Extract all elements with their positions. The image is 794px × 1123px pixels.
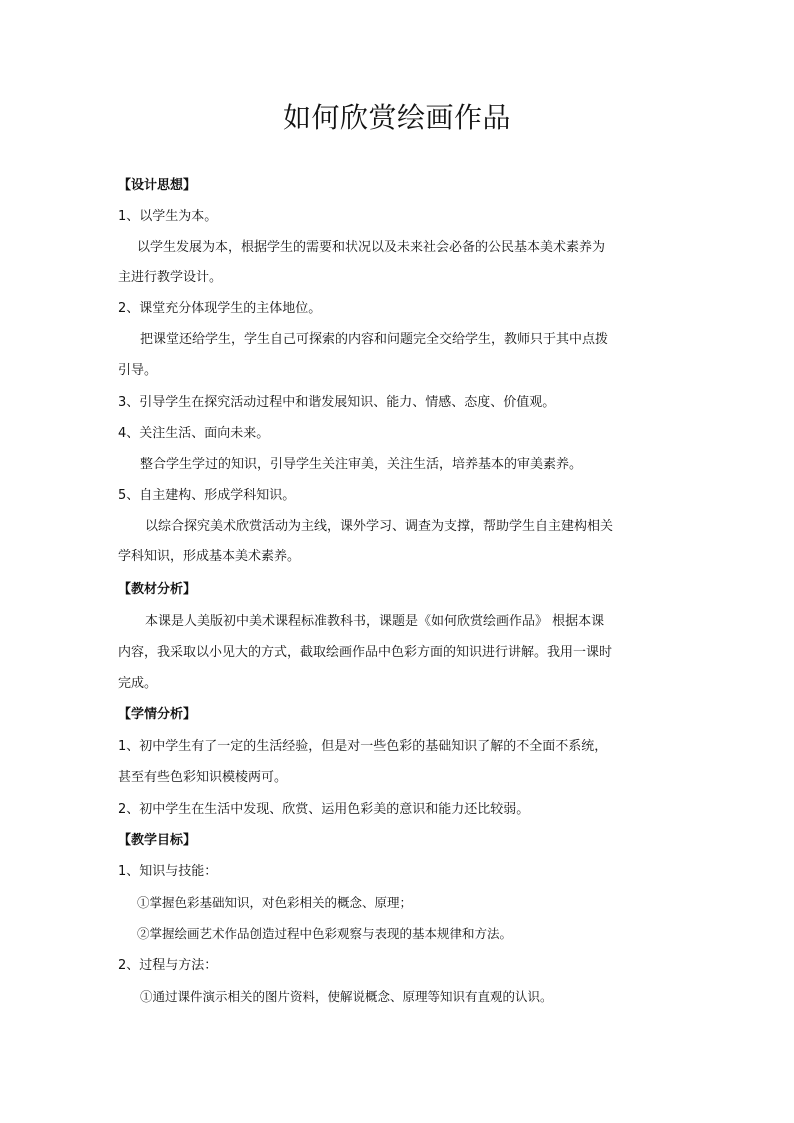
goals-item-2-sub-1: ①通过课件演示相关的图片资料，使解说概念、原理等知识有直观的认识。	[140, 989, 553, 1004]
material-text-a: 本课是人美版初中美术课程标准教科书，课题是《如何欣赏绘画作品》 根据本课	[145, 614, 605, 629]
material-text-b: 内容，我采取以小见大的方式，截取绘画作品中色彩方面的知识进行讲解。我用一课时	[118, 645, 613, 660]
section-heading-design: 【设计思想】	[118, 178, 197, 193]
design-item-4-text: 整合学生学过的知识，引导学生关注审美，关注生活，培养基本的审美素养。	[140, 457, 583, 472]
students-item-1-b: 甚至有些色彩知识模棱两可。	[118, 770, 288, 785]
section-heading-goals: 【教学目标】	[118, 833, 197, 848]
design-item-5-text-b: 学科知识，形成基本美术素养。	[118, 549, 301, 564]
design-item-5: 5、自主建构、形成学科知识。	[118, 488, 296, 503]
students-item-1-a: 1、初中学生有了一定的生活经验，但是对一些色彩的基础知识了解的不全面不系统，	[118, 739, 608, 754]
goals-item-1: 1、知识与技能：	[118, 864, 218, 879]
design-item-2-text-b: 引导。	[118, 363, 158, 378]
page-title: 如何欣赏绘画作品	[282, 101, 511, 134]
section-heading-students: 【学情分析】	[118, 707, 197, 722]
students-item-2: 2、初中学生在生活中发现、欣赏、运用色彩美的意识和能力还比较弱。	[118, 802, 530, 817]
design-item-1-text-a: 以学生发展为本，根据学生的需要和状况以及未来社会必备的公民基本美术素养为	[137, 240, 606, 255]
design-item-2: 2、课堂充分体现学生的主体地位。	[118, 301, 322, 316]
goals-item-1-sub-1: ①掌握色彩基础知识，对色彩相关的概念、原理；	[137, 895, 413, 910]
design-item-1-text-b: 主进行教学设计。	[118, 270, 223, 285]
design-item-5-text-a: 以综合探究美术欣赏活动为主线，课外学习、调查为支撑，帮助学生自主建构相关	[145, 519, 614, 534]
design-item-2-text-a: 把课堂还给学生，学生自己可探索的内容和问题完全交给学生，教师只于其中点拨	[140, 332, 609, 347]
design-item-3: 3、引导学生在探究活动过程中和谐发展知识、能力、情感、态度、价值观。	[118, 395, 556, 410]
design-item-1: 1、以学生为本。	[118, 209, 218, 224]
section-heading-material: 【教材分析】	[118, 582, 197, 597]
design-item-4: 4、关注生活、面向未来。	[118, 426, 270, 441]
material-text-c: 完成。	[118, 676, 158, 691]
goals-item-2: 2、过程与方法：	[118, 958, 218, 973]
goals-item-1-sub-2: ②掌握绘画艺术作品创造过程中色彩观察与表现的基本规律和方法。	[137, 926, 513, 941]
